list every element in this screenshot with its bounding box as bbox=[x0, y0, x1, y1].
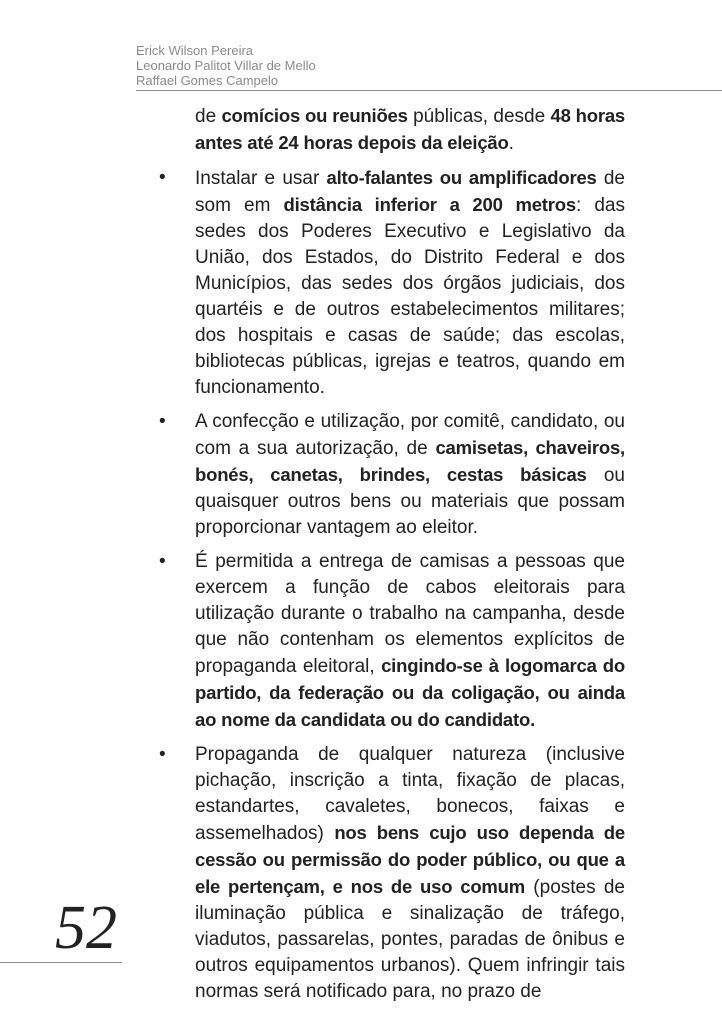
bullet-text bbox=[195, 742, 625, 1005]
text-run: de bbox=[195, 106, 222, 127]
text-run: de som em bbox=[195, 168, 625, 216]
bullet-text bbox=[195, 165, 625, 401]
bullet-icon: • bbox=[159, 551, 166, 572]
text-run: . bbox=[508, 133, 514, 154]
bold-text-run: nos bens cujo uso dependa de cessão ou permissão do poder público, ou que a ele pertençam, e nos de uso comum bbox=[195, 822, 625, 897]
author-name: Erick Wilson Pereira bbox=[136, 43, 254, 58]
footer-divider bbox=[0, 962, 122, 963]
bullet-icon: • bbox=[159, 167, 166, 188]
text-run: : das sedes dos Poderes Executivo e Legislativo da União, dos Estados, do Distrito Federal e dos Municípios, das sedes dos órgãos judiciais, dos quartéis e de outros estabelecimentos militares; dos hospitais e casas de saúde; das escolas, bibliotecas públicas, igrejas e teatros, quando em funcionamento. bbox=[195, 195, 625, 398]
header-divider bbox=[136, 90, 722, 91]
bullet-text bbox=[195, 549, 625, 734]
bullet-icon: • bbox=[159, 744, 166, 765]
bullet-item bbox=[159, 165, 625, 401]
text-run: Instalar e usar bbox=[195, 168, 327, 189]
bullet-item bbox=[159, 742, 625, 1005]
page-number: 52 bbox=[55, 894, 117, 962]
bold-text-run: camisetas, chaveiros, bonés, canetas, brindes, cestas básicas bbox=[195, 437, 625, 485]
bold-text-run: cingindo-se à logomarca do partido, da federação ou da coligação, ou ainda ao nome da candidata ou do candidato. bbox=[195, 655, 625, 730]
bullet-text bbox=[195, 409, 625, 541]
text-run: É permitida a entrega de camisas a pessoas que exercem a função de cabos eleitorais para utilização durante o trabalho na campanha, desde que não contenham os elementos explícitos de propaganda eleitoral, bbox=[195, 551, 625, 677]
continued-paragraph bbox=[195, 103, 625, 157]
text-run: A confecção e utilização, por comitê, candidato, ou com a sua autorização, de bbox=[195, 411, 625, 459]
bullet-item bbox=[159, 549, 625, 734]
bullet-item bbox=[159, 409, 625, 541]
running-header-authors bbox=[136, 43, 316, 88]
text-run: Propaganda de qualquer natureza (inclusive pichação, inscrição a tinta, fixação de placas, estandartes, cavaletes, bonecos, faixas e assemelhados) bbox=[195, 744, 625, 844]
text-run: ou quaisquer outros bens ou materiais que possam proporcionar vantagem ao eleitor. bbox=[195, 465, 625, 538]
bold-text-run: alto-falantes ou amplificadores bbox=[326, 167, 597, 188]
author-name: Raffael Gomes Campelo bbox=[136, 73, 279, 88]
bold-text-run: comícios ou reuniões bbox=[221, 105, 408, 126]
text-run: (postes de iluminação pública e sinalização de tráfego, viadutos, passarelas, pontes, paradas de ônibus e outros equipamentos urbanos). Quem infringir tais normas será notificado para, no prazo de bbox=[195, 877, 625, 1002]
bold-text-run: distância inferior a 200 metros bbox=[283, 194, 576, 215]
bold-text-run: 48 horas antes até 24 horas depois da eleição bbox=[195, 105, 626, 153]
text-run: públicas, desde bbox=[407, 106, 551, 127]
author-name: Leonardo Palitot Villar de Mello bbox=[136, 58, 316, 73]
bullet-icon: • bbox=[159, 411, 166, 432]
body-text bbox=[159, 103, 626, 1005]
